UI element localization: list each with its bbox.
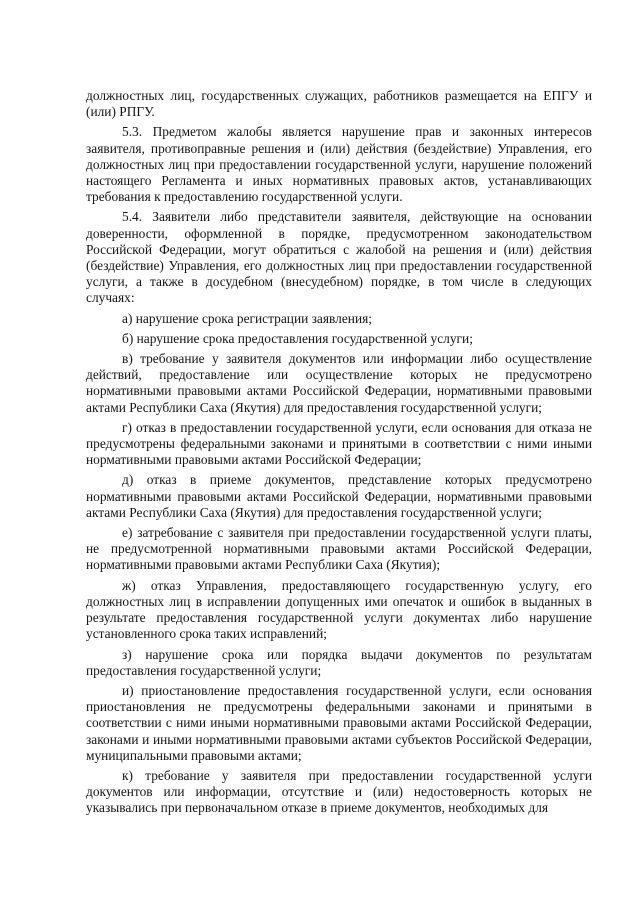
list-item-e: е) затребование с заявителя при предоставлении государственной услуги платы, не предусмотренной нормативными правовыми актами Российской Федерации, нормативными правовыми актами Республики Саха (Якутия); bbox=[86, 525, 592, 573]
document-text-body bbox=[86, 88, 592, 821]
list-item-i: и) приостановление предоставления государственной услуги, если основания приостановления не предусмотрены федеральными законами и принятыми в соответствии с ними иными нормативными правовыми актами Российской Федерации, законами и иными нормативными правовыми актами субъектов Российской Федерации, муниципальными правовыми актами; bbox=[86, 682, 592, 763]
list-item-z: з) нарушение срока или порядка выдачи документов по результатам предоставления государственной услуги; bbox=[86, 646, 592, 678]
list-item-d: д) отказ в приеме документов, представление которых предусмотрено нормативными правовыми актами Российской Федерации, нормативными правовыми актами Республики Саха (Якутия) для предоставления государственной услуги; bbox=[86, 472, 592, 520]
list-item-a: а) нарушение срока регистрации заявления; bbox=[122, 310, 372, 326]
paragraph-continuation: должностных лиц, государственных служащих, работников размещается на ЕПГУ и (или) РПГУ. bbox=[86, 88, 592, 120]
list-item-g: г) отказ в предоставлении государственной услуги, если основания для отказа не предусмотрены федеральными законами и принятыми в соответствии с ними иными нормативными правовыми актами Российской Федерации; bbox=[86, 419, 592, 468]
list-item-k: к) требование у заявителя при предоставлении государственной услуги документов или информации, отсутствие и (или) недостоверность которых не указывались при первоначальном отказе в приеме документов, необходимых для bbox=[86, 767, 592, 816]
paragraph-5-3: 5.3. Предметом жалобы является нарушение прав и законных интересов заявителя, противоправные решения и (или) действия (бездействие) Управления, его должностных лиц при предоставлении государственной услуги, нарушение положений настоящего Регламента и иных нормативных правовых актов, устанавливающих требования к предоставлению государственной услуги. bbox=[86, 124, 592, 205]
list-item-v: в) требование у заявителя документов или информации либо осуществление действий, предоставление или осуществление которых не предусмотрено нормативными правовыми актами Российской Федерации, нормативными правовыми актами Республики Саха (Якутия) для предоставления государственной услуги; bbox=[86, 351, 592, 415]
list-item-b: б) нарушение срока предоставления государственной услуги; bbox=[122, 330, 473, 346]
list-item-zh: ж) отказ Управления, предоставляющего государственную услугу, его должностных лиц в исправлении допущенных ими опечаток и ошибок в выданных в результате предоставления государственной услуги документах либо нарушение установленного срока таких исправлений; bbox=[86, 577, 592, 642]
paragraph-5-4: 5.4. Заявители либо представители заявителя, действующие на основании доверенности, оформленной в порядке, предусмотренном законодательством Российской Федерации, могут обратиться с жалобой на решения и (или) действия (бездействие) Управления, его должностных лиц при предоставлении государственной услуги, а также в досудебном (внесудебном) порядке, в том числе в следующих случаях: bbox=[86, 209, 592, 306]
